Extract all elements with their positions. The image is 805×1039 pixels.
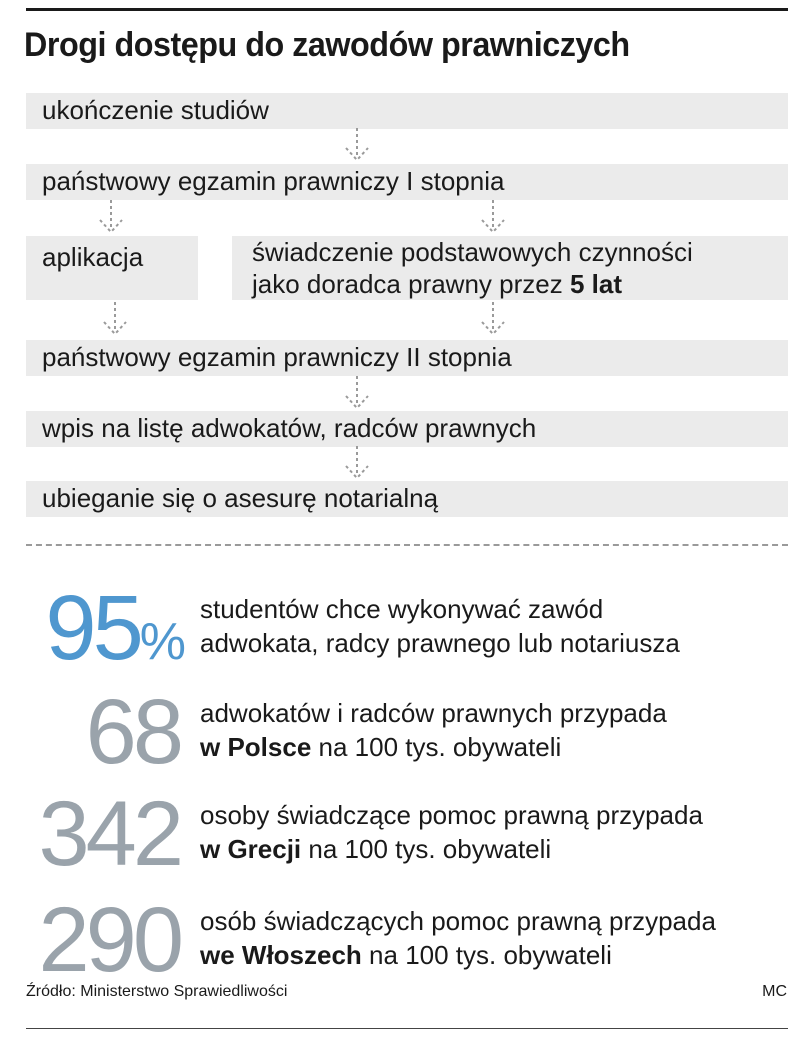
stat-value-1 [26, 577, 186, 688]
stat-text-3 [200, 798, 703, 866]
flow-step-5-label: wpis na listę adwokatów, radców prawnych [42, 413, 537, 443]
stat-text-1 [200, 592, 680, 660]
arrow-down-icon [100, 300, 130, 338]
stat-value-2-number: 68 [85, 681, 180, 783]
stat-text-3-rest: na 100 tys. obywateli [301, 834, 552, 864]
stat-value-3 [26, 783, 180, 885]
section-divider [26, 544, 788, 546]
stat-value-3-number: 342 [38, 783, 180, 885]
stat-text-1-line1: studentów chce wykonywać zawód [200, 594, 604, 624]
page-title: Drogi dostępu do zawodów prawniczych [24, 26, 630, 64]
stat-text-4 [200, 904, 716, 972]
flow-step-3b-line2 [252, 268, 788, 300]
source-note: Źródło: Ministerstwo Sprawiedliwości [26, 983, 288, 1000]
flow-step-6 [26, 481, 788, 517]
flow-step-3b [232, 236, 788, 300]
stat-text-4-bold: we Włoszech [200, 940, 362, 970]
stat-text-3-line1: osoby świadczące pomoc prawną przypada [200, 800, 703, 830]
flow-step-3b-line1: świadczenie podstawowych czynności [252, 237, 693, 267]
flow-step-3a-label: aplikacja [42, 242, 144, 272]
stat-text-4-rest: na 100 tys. obywateli [361, 940, 612, 970]
flow-step-4 [26, 340, 788, 376]
stat-value-1-unit: % [139, 613, 186, 671]
stat-text-2-rest: na 100 tys. obywateli [311, 732, 562, 762]
stat-text-1-line2 [200, 626, 680, 660]
flow-step-3b-line2-bold: 5 lat [569, 269, 622, 299]
flow-step-3b-line2-prefix: jako doradca prawny przez [252, 269, 570, 299]
flow-step-3a [26, 236, 198, 300]
arrow-down-icon [478, 198, 508, 236]
top-rule [26, 8, 788, 11]
flow-step-2 [26, 164, 788, 200]
flow-step-4-label: państwowy egzamin prawniczy II stopnia [42, 342, 512, 372]
author-credit: MC [762, 983, 787, 1000]
bottom-rule [26, 1028, 788, 1029]
flow-step-5 [26, 411, 788, 447]
arrow-down-icon [342, 374, 372, 412]
stat-text-4-line2 [200, 938, 716, 972]
stat-value-4 [26, 889, 180, 991]
arrow-down-icon [478, 300, 508, 338]
stat-text-2-line1: adwokatów i radców prawnych przypada [200, 698, 667, 728]
stat-text-2-line2 [200, 730, 667, 764]
flow-step-1-label: ukończenie studiów [42, 95, 269, 125]
stat-text-2-bold: w Polsce [200, 732, 312, 762]
flow-step-6-label: ubieganie się o asesurę notarialną [42, 483, 439, 513]
arrow-down-icon [342, 444, 372, 482]
stat-text-4-line1: osób świadczących pomoc prawną przypada [200, 906, 716, 936]
stat-text-3-bold: w Grecji [200, 834, 302, 864]
stat-value-2 [26, 681, 180, 783]
stat-text-3-line2 [200, 832, 703, 866]
arrow-down-icon [96, 198, 126, 236]
stat-text-2 [200, 696, 667, 764]
stat-value-4-number: 290 [38, 889, 180, 991]
stat-text-1-rest: adwokata, radcy prawnego lub notariusza [200, 628, 680, 658]
stat-value-1-number: 95 [45, 577, 140, 679]
arrow-down-icon [342, 126, 372, 164]
flow-step-2-label: państwowy egzamin prawniczy I stopnia [42, 166, 505, 196]
flow-step-1 [26, 93, 788, 129]
